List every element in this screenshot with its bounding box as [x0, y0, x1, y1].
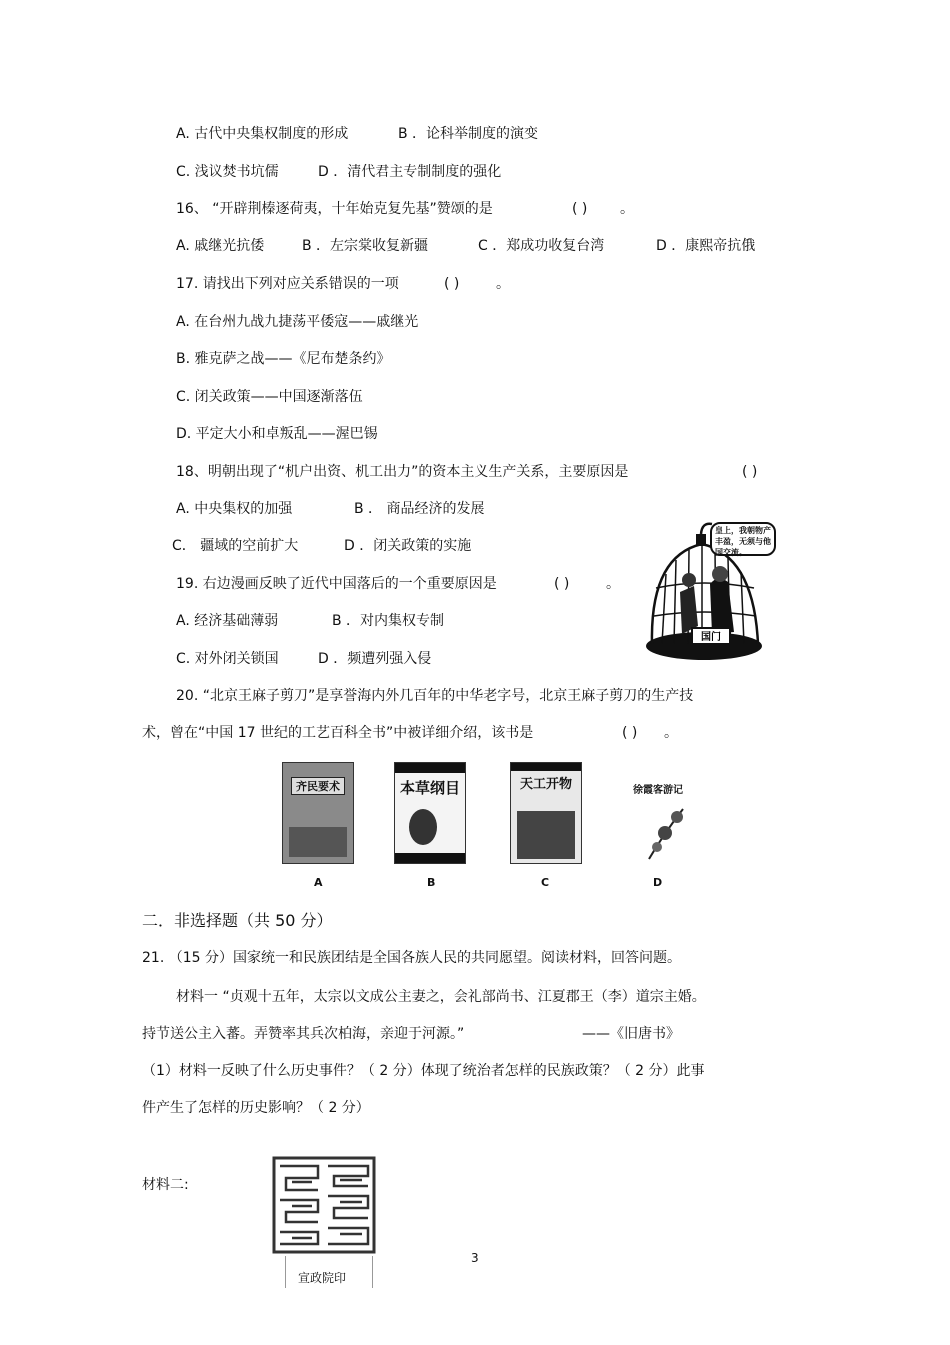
- q15-option-d: D ．清代君主专制制度的强化: [318, 164, 502, 180]
- q21-material2-label: 材料二:: [142, 1177, 189, 1193]
- q17-stem-line: [176, 274, 510, 294]
- q21-material1-text-2: 持节送公主入蕃。弄赞率其兵次柏海，亲迎于河源。”: [142, 1026, 465, 1042]
- q16-option-b: B ．左宗棠收复新疆: [302, 238, 429, 254]
- book-cover-d: [622, 762, 694, 864]
- q19-option-b: B ．对内集权专制: [332, 613, 445, 629]
- q17-option-a: A. 在台州九战九捷荡平倭寇——戚继光: [176, 314, 419, 330]
- q18-option-b: B ． 商品经济的发展: [354, 501, 485, 517]
- q19-option-d: D ．频遭列强入侵: [318, 651, 432, 667]
- q20-answer-paren: ( ): [622, 725, 638, 741]
- q20-stem-line-1: 20. “北京王麻子剪刀”是享誉海内外几百年的中华老字号，北京王麻子剪刀的生产技: [176, 688, 694, 704]
- q19-stem-line: [176, 574, 620, 594]
- page-number: 3: [471, 1251, 479, 1265]
- q19-option-c: C. 对外闭关锁国: [176, 651, 279, 667]
- q18-stem: 18、明朝出现了“机户出资、机工出力”的资本主义生产关系，主要原因是: [176, 464, 629, 480]
- book-label-a: A: [314, 876, 323, 889]
- q17-option-c: C. 闭关政策——中国逐渐落伍: [176, 389, 363, 405]
- q15-option-a: A. 古代中央集权制度的形成: [176, 126, 349, 142]
- q19-option-row-1: [176, 611, 444, 631]
- q21-material1-line-1: 材料一 “贞观十五年，太宗以文成公主妻之，会礼部尚书、江夏郡王（李）道宗主婚。: [176, 989, 706, 1005]
- q20-end: 。: [664, 725, 678, 741]
- seal-caption: 宣政院印: [298, 1271, 347, 1285]
- book-label-d: D: [653, 876, 663, 889]
- q16-end: 。: [620, 201, 634, 217]
- xuanzhengyuan-seal-image: [272, 1156, 376, 1254]
- q21-question1-line-1: （1）材料一反映了什么历史事件？（ 2 分）体现了统治者怎样的民族政策？（ 2 分）此事: [142, 1063, 705, 1079]
- q17-stem: 17. 请找出下列对应关系错误的一项: [176, 276, 399, 292]
- q19-option-row-2: [176, 649, 431, 669]
- book-cover-d-title: 徐霞客游记: [633, 785, 683, 796]
- q19-option-a: A. 经济基础薄弱: [176, 613, 279, 629]
- q15-option-c: C. 浅议焚书坑儒: [176, 164, 279, 180]
- q18-option-d: D ．闭关政策的实施: [344, 538, 472, 554]
- q18-option-row-1: [176, 499, 485, 519]
- section-2-title: 二．非选择题（共 50 分）: [142, 911, 333, 930]
- q18-option-a: A. 中央集权的加强: [176, 501, 293, 517]
- q19-end: 。: [606, 576, 620, 592]
- q20-stem-line-2: [142, 723, 678, 743]
- q19-answer-paren: ( ): [554, 576, 570, 592]
- book-cover-b-title: 本草纲目: [399, 779, 460, 797]
- q21-question1-line-2: 件产生了怎样的历史影响？（ 2 分）: [142, 1100, 370, 1116]
- q16-stem-line: [176, 199, 634, 219]
- q16-option-row: [176, 236, 755, 256]
- q17-option-b: B. 雅克萨之战——《尼布楚条约》: [176, 351, 391, 367]
- book-cover-b: [394, 762, 466, 864]
- q20-stem-2: 术，曾在“中国 17 世纪的工艺百科全书”中被详细介绍，该书是: [142, 725, 534, 741]
- book-label-c: C: [541, 876, 550, 889]
- q17-end: 。: [496, 276, 510, 292]
- book-cover-c: [510, 762, 582, 864]
- q18-stem-line: [176, 462, 757, 482]
- q15-option-row-1: [176, 124, 538, 144]
- q18-option-c: C． 疆域的空前扩大: [172, 538, 299, 554]
- q21-material1-line-2: [142, 1024, 680, 1044]
- q18-option-row-2: [172, 536, 471, 556]
- q21-material1-source: ——《旧唐书》: [582, 1026, 680, 1042]
- q16-option-d: D ．康熙帝抗俄: [656, 238, 756, 254]
- q16-option-c: C ．郑成功收复台湾: [478, 238, 605, 254]
- q18-answer-paren: ( ): [742, 464, 758, 480]
- q21-stem: 21. （15 分）国家统一和民族团结是全国各族人民的共同愿望。阅读材料，回答问题。: [142, 950, 681, 966]
- q19-stem: 19. 右边漫画反映了近代中国落后的一个重要原因是: [176, 576, 497, 592]
- cartoon-speech-bubble: 皇上，我朝物产丰盈，无须与他国交流。: [710, 522, 776, 556]
- q16-option-a: A. 戚继光抗倭: [176, 238, 265, 254]
- tree-branch-icon: [643, 805, 689, 861]
- q17-answer-paren: ( ): [444, 276, 460, 292]
- q17-option-d: D. 平定大小和卓叛乱——渥巴锡: [176, 426, 378, 442]
- q15-option-b: B ．论科举制度的演变: [398, 126, 539, 142]
- cage-sign-text: 国门: [701, 632, 721, 643]
- book-label-b: B: [427, 876, 436, 889]
- book-cover-a-title: 齐民要术: [291, 777, 345, 795]
- book-cover-c-title: 天工开物: [519, 777, 572, 792]
- q16-answer-paren: ( ): [572, 201, 588, 217]
- q16-stem: 16、 “开辟荆榛逐荷夷，十年始克复先基”赞颂的是: [176, 201, 493, 217]
- q15-option-row-2: [176, 162, 501, 182]
- book-cover-a: [282, 762, 354, 864]
